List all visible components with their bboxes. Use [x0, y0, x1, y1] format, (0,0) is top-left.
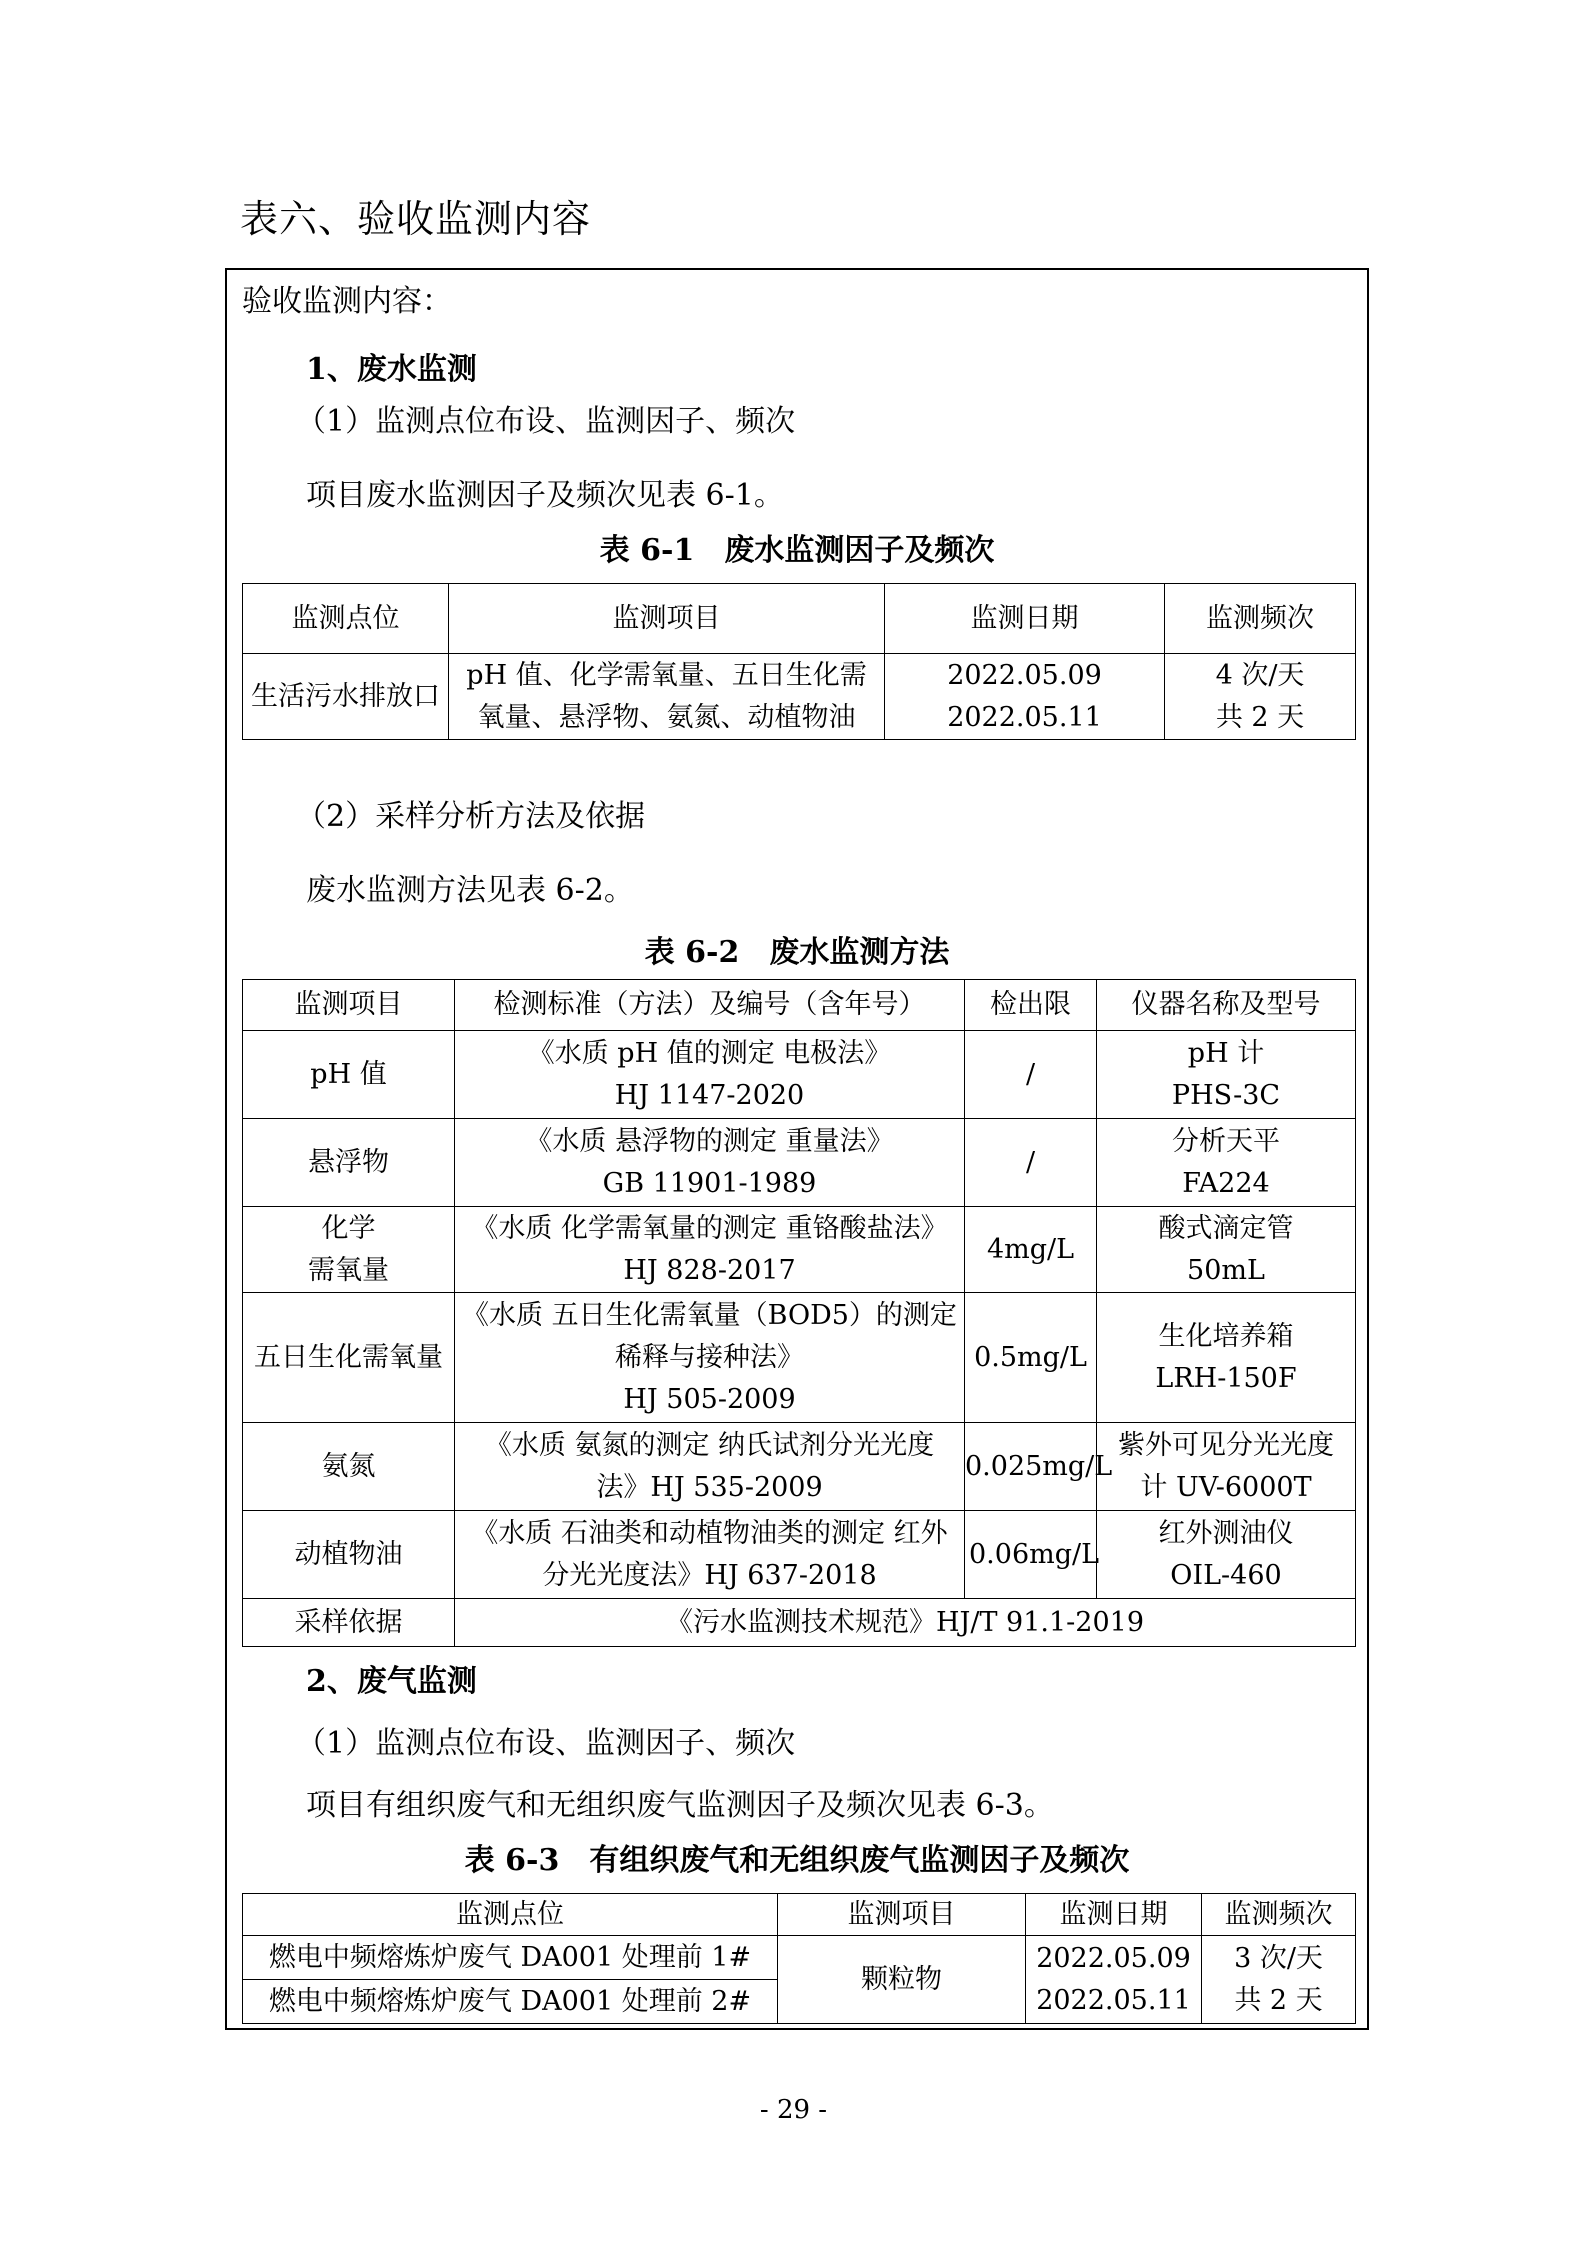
monitoring-frequency — [1165, 654, 1356, 740]
header-cell: 检测标准（方法）及编号（含年号） — [455, 980, 965, 1031]
method-line: 分光光度法》HJ 637-2018 — [542, 1559, 877, 1591]
instrument-line: 50mL — [1187, 1254, 1265, 1286]
method-cell — [455, 1207, 965, 1293]
table3-caption: 表 6-3 有组织废气和无组织废气监测因子及频次 — [464, 1843, 1130, 1878]
table-row — [243, 1119, 1356, 1207]
section-title: 表六、验收监测内容 — [240, 197, 592, 241]
instrument-cell — [1097, 1511, 1356, 1599]
table-row — [243, 654, 1356, 740]
table-6-1 — [242, 583, 1356, 740]
method-line: 《水质 化学需氧量的测定 重铬酸盐法》 — [471, 1212, 948, 1244]
method-line: 《水质 pH 值的测定 电极法》 — [527, 1037, 892, 1069]
instrument-cell — [1097, 1119, 1356, 1207]
instrument-line: PHS-3C — [1171, 1079, 1281, 1111]
method-line: 稀释与接种法》 — [615, 1341, 804, 1373]
date-end: 2022.05.11 — [1036, 1984, 1191, 2016]
method-cell — [455, 1423, 965, 1511]
monitoring-item: 颗粒物 — [778, 1936, 1026, 2024]
method-line: 法》HJ 535-2009 — [596, 1471, 823, 1503]
header-cell: 仪器名称及型号 — [1097, 980, 1356, 1031]
method-line: GB 11901-1989 — [602, 1167, 817, 1199]
instrument-line: 红外测油仪 — [1158, 1517, 1294, 1549]
date-start: 2022.05.09 — [947, 659, 1102, 691]
instrument-cell — [1097, 1031, 1356, 1119]
instrument-cell — [1097, 1293, 1356, 1423]
basis-label: 采样依据 — [243, 1599, 455, 1647]
header-cell: 监测点位 — [243, 584, 449, 654]
instrument-line: 计 UV-6000T — [1140, 1471, 1312, 1503]
table-row — [243, 1511, 1356, 1599]
method-cell — [455, 1031, 965, 1119]
table1-caption: 表 6-1 废水监测因子及频次 — [599, 533, 995, 568]
method-line: 《水质 悬浮物的测定 重量法》 — [525, 1125, 894, 1157]
table-row — [243, 1031, 1356, 1119]
instrument-line: 生化培养箱 — [1158, 1320, 1294, 1352]
monitoring-date — [1026, 1936, 1202, 2024]
exhaust-heading: 2、废气监测 — [306, 1664, 477, 1699]
frequency-days: 共 2 天 — [1234, 1984, 1323, 2016]
date-start: 2022.05.09 — [1036, 1942, 1191, 1974]
instrument-line: LRH-150F — [1155, 1362, 1297, 1394]
monitoring-items — [449, 654, 885, 740]
instrument-line: OIL-460 — [1170, 1559, 1282, 1591]
wastewater-heading: 1、废水监测 — [306, 352, 477, 387]
method-line: 《水质 五日生化需氧量（BOD5）的测定 — [462, 1299, 957, 1331]
wastewater-intro1: 项目废水监测因子及频次见表 6-1。 — [306, 478, 784, 513]
item-cell: 悬浮物 — [243, 1119, 455, 1207]
method-line: HJ 828-2017 — [623, 1254, 796, 1286]
header-cell: 监测日期 — [885, 584, 1165, 654]
wastewater-sub2: （2）采样分析方法及依据 — [296, 799, 646, 834]
instrument-line: pH 计 — [1187, 1037, 1265, 1069]
instrument-cell — [1097, 1207, 1356, 1293]
instrument-line: 紫外可见分光光度 — [1118, 1429, 1334, 1461]
table-row — [243, 1293, 1356, 1423]
table-6-3 — [242, 1893, 1356, 2024]
box-heading: 验收监测内容： — [242, 284, 452, 319]
basis-row — [243, 1599, 1356, 1647]
item-cell: pH 值 — [243, 1031, 455, 1119]
instrument-line: 酸式滴定管 — [1158, 1212, 1294, 1244]
method-line: HJ 505-2009 — [623, 1383, 796, 1415]
items-line: pH 值、化学需氧量、五日生化需 — [466, 659, 867, 691]
instrument-line: FA224 — [1182, 1167, 1270, 1199]
limit-cell: / — [965, 1119, 1097, 1207]
method-line: 《水质 石油类和动植物油类的测定 红外 — [471, 1517, 948, 1549]
header-cell: 监测项目 — [243, 980, 455, 1031]
method-cell — [455, 1511, 965, 1599]
monitoring-date — [885, 654, 1165, 740]
items-line: 氧量、悬浮物、氨氮、动植物油 — [477, 701, 856, 733]
exhaust-sub1: （1）监测点位布设、监测因子、频次 — [296, 1726, 796, 1761]
limit-cell: 0.06mg/L — [965, 1511, 1097, 1599]
page-number: - 29 - — [759, 2095, 828, 2125]
limit-cell: 4mg/L — [965, 1207, 1097, 1293]
frequency-days: 共 2 天 — [1215, 701, 1305, 733]
item-cell: 氨氮 — [243, 1423, 455, 1511]
monitoring-point: 燃电中频熔炼炉废气 DA001 处理前 1# — [243, 1936, 778, 1980]
table-header-row — [243, 584, 1356, 654]
limit-cell: 0.025mg/L — [965, 1423, 1097, 1511]
table-header-row — [243, 980, 1356, 1031]
table-header-row — [243, 1894, 1356, 1936]
table-6-2 — [242, 979, 1356, 1647]
item-cell: 动植物油 — [243, 1511, 455, 1599]
monitoring-point: 燃电中频熔炼炉废气 DA001 处理前 2# — [243, 1980, 778, 2024]
monitoring-point: 生活污水排放口 — [243, 654, 449, 740]
table-row — [243, 1423, 1356, 1511]
instrument-cell — [1097, 1423, 1356, 1511]
method-cell — [455, 1119, 965, 1207]
monitoring-frequency — [1202, 1936, 1356, 2024]
header-cell: 监测项目 — [778, 1894, 1026, 1936]
frequency-per-day: 4 次/天 — [1215, 659, 1305, 691]
limit-cell: / — [965, 1031, 1097, 1119]
header-cell: 监测项目 — [449, 584, 885, 654]
header-cell: 检出限 — [965, 980, 1097, 1031]
wastewater-intro2: 废水监测方法见表 6-2。 — [306, 873, 634, 908]
table-row — [243, 1936, 1356, 1980]
method-line: HJ 1147-2020 — [614, 1079, 805, 1111]
header-cell: 监测点位 — [243, 1894, 778, 1936]
exhaust-intro1: 项目有组织废气和无组织废气监测因子及频次见表 6-3。 — [306, 1788, 1054, 1823]
table2-caption: 表 6-2 废水监测方法 — [644, 935, 950, 970]
method-cell — [455, 1293, 965, 1423]
limit-cell: 0.5mg/L — [965, 1293, 1097, 1423]
table-row — [243, 1207, 1356, 1293]
date-end: 2022.05.11 — [947, 701, 1102, 733]
method-line: 《水质 氨氮的测定 纳氏试剂分光光度 — [484, 1429, 935, 1461]
header-cell: 监测频次 — [1202, 1894, 1356, 1936]
frequency-per-day: 3 次/天 — [1234, 1942, 1323, 1974]
header-cell: 监测日期 — [1026, 1894, 1202, 1936]
basis-value: 《污水监测技术规范》HJ/T 91.1-2019 — [455, 1599, 1356, 1647]
wastewater-sub1: （1）监测点位布设、监测因子、频次 — [296, 404, 796, 439]
item-cell: 化学 需氧量 — [243, 1207, 455, 1293]
instrument-line: 分析天平 — [1172, 1125, 1280, 1157]
header-cell: 监测频次 — [1165, 584, 1356, 654]
item-cell: 五日生化需氧量 — [243, 1293, 455, 1423]
